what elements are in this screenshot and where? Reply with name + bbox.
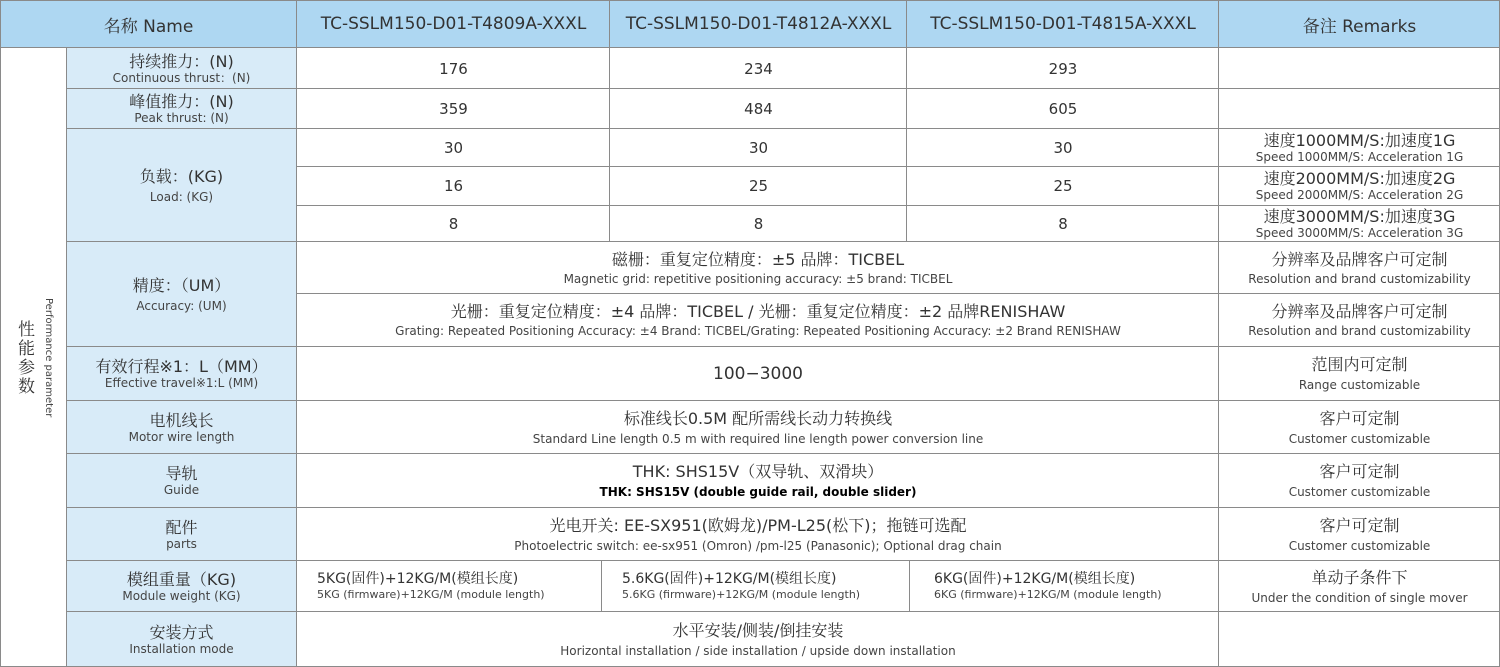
grid-line bbox=[609, 0, 610, 242]
load-row2-value-3: 25 bbox=[1053, 176, 1073, 195]
grid-line bbox=[296, 0, 297, 667]
load-row1-value-1: 30 bbox=[443, 138, 464, 157]
grid-line bbox=[66, 48, 67, 667]
label-effective-travel: 有效行程※1：L（MM） Effective travel※1:L (MM) bbox=[66, 347, 297, 401]
grid-line bbox=[297, 293, 1500, 294]
grid-line bbox=[297, 205, 1500, 206]
header-remarks: 备注 Remarks bbox=[1219, 0, 1500, 48]
label-motor-wire: 电机线长 Motor wire length bbox=[66, 401, 297, 454]
grid-line bbox=[66, 611, 1500, 612]
label-peak-thrust: 峰值推力：(N) Peak thrust: (N) bbox=[66, 89, 297, 129]
load-row3-value-3: 8 bbox=[1058, 214, 1068, 233]
grid-line bbox=[66, 346, 1500, 347]
grid-line bbox=[1218, 0, 1219, 667]
parts-remark: 客户可定制 Customer customizable bbox=[1288, 515, 1431, 553]
grid-line bbox=[66, 507, 1500, 508]
header-name: 名称 Name bbox=[0, 0, 297, 48]
header-model-3: TC-SSLM150-D01-T4815A-XXXL bbox=[907, 0, 1219, 48]
label-module-weight: 模组重量（KG) Module weight (KG) bbox=[66, 561, 297, 612]
grid-line bbox=[0, 0, 1500, 1]
grid-line bbox=[909, 561, 910, 612]
load-row2-remark: 速度2000MM/S:加速度2G Speed 2000MM/S: Acceleration 2G bbox=[1255, 168, 1464, 202]
label-parts: 配件 parts bbox=[66, 508, 297, 561]
continuous-thrust-value-3: 293 bbox=[1048, 59, 1078, 78]
continuous-thrust-value-2: 234 bbox=[744, 59, 773, 78]
grid-line bbox=[0, 0, 1, 667]
load-row2-value-2: 25 bbox=[748, 176, 769, 195]
group-performance bbox=[0, 48, 66, 667]
label-continuous-thrust: 持续推力：(N) Continuous thrust：(N) bbox=[66, 48, 297, 89]
installation-remark bbox=[1219, 612, 1500, 667]
peak-thrust-value-2: 484 bbox=[744, 100, 773, 118]
label-accuracy: 精度：（UM） Accuracy: (UM) bbox=[66, 242, 297, 347]
load-row3-value-2: 8 bbox=[753, 214, 764, 233]
grid-line bbox=[0, 47, 1500, 48]
module-weight-value-1: 5KG(固件)+12KG/M(模组长度) 5KG (firmware)+12KG/M (module length) bbox=[317, 571, 545, 601]
parts-value: 光电开关: EE-SX951(欧姆龙)/PM-L25(松下)；拖链可选配 Photoelectric switch: ee-sx951 (Omron) /pm-l25 (Panasonic); Optional drag chain bbox=[514, 515, 1002, 553]
installation-value: 水平安装/侧装/倒挂安装 Horizontal installation / side installation / upside down installation bbox=[560, 620, 956, 658]
header-model-1: TC-SSLM150-D01-T4809A-XXXL bbox=[297, 0, 610, 48]
grid-line bbox=[66, 128, 1500, 129]
grid-line bbox=[66, 400, 1500, 401]
load-row3-remark: 速度3000MM/S:加速度3G Speed 3000MM/S: Acceleration 3G bbox=[1255, 206, 1464, 240]
group-label-en: Performance parameter bbox=[43, 297, 54, 418]
motor-wire-remark: 客户可定制 Customer customizable bbox=[1288, 408, 1431, 446]
accuracy-magnetic-grid-remark: 分辨率及品牌客户可定制 Resolution and brand customizability bbox=[1248, 249, 1471, 286]
guide-value: THK: SHS15V（双导轨、双滑块） THK: SHS15V (double guide rail, double slider) bbox=[599, 462, 917, 499]
effective-travel-remark: 范围内可定制 Range customizable bbox=[1298, 355, 1421, 392]
accuracy-grating: 光栅：重复定位精度：±4 品牌：TICBEL / 光栅：重复定位精度：±2 品牌RENISHAW Grating: Repeated Positioning Accuracy: ±4 Brand: TICBEL/Grating: Repeated Positioning Accuracy: ±2 Brand RENISHAW bbox=[395, 302, 1121, 338]
module-weight-value-2: 5.6KG(固件)+12KG/M(模组长度) 5.6KG (firmware)+12KG/M (module length) bbox=[622, 571, 861, 601]
grid-line bbox=[66, 453, 1500, 454]
grid-line bbox=[297, 166, 1500, 167]
label-load: 负载：(KG) Load: (KG) bbox=[66, 129, 297, 242]
load-row1-remark: 速度1000MM/S:加速度1G Speed 1000MM/S: Acceleration 1G bbox=[1255, 130, 1464, 164]
load-row2-value-1: 16 bbox=[443, 176, 464, 195]
grid-line bbox=[601, 561, 602, 612]
peak-thrust-value-3: 605 bbox=[1048, 100, 1078, 118]
accuracy-magnetic-grid: 磁栅：重复定位精度：±5 品牌：TICBEL Magnetic grid: repetitive positioning accuracy: ±5 brand: TICBEL bbox=[563, 249, 953, 286]
grid-line bbox=[66, 241, 1500, 242]
module-weight-value-3: 6KG(固件)+12KG/M(模组长度) 6KG (firmware)+12KG/M (module length) bbox=[934, 571, 1162, 601]
continuous-thrust-value-1: 176 bbox=[439, 59, 468, 78]
effective-travel-value: 100−3000 bbox=[713, 364, 803, 384]
label-guide: 导轨 Guide bbox=[66, 454, 297, 508]
guide-remark: 客户可定制 Customer customizable bbox=[1288, 462, 1431, 499]
module-weight-remark: 单动子条件下 Under the condition of single mover bbox=[1251, 567, 1468, 605]
load-row1-value-2: 30 bbox=[748, 138, 769, 157]
grid-line bbox=[66, 88, 1500, 89]
peak-thrust-value-1: 359 bbox=[439, 100, 468, 118]
group-label-cn: 性能参数 bbox=[14, 319, 34, 396]
grid-line bbox=[906, 0, 907, 242]
load-row3-value-1: 8 bbox=[448, 214, 459, 233]
header-model-2: TC-SSLM150-D01-T4812A-XXXL bbox=[610, 0, 907, 48]
grid-line bbox=[66, 560, 1500, 561]
accuracy-grating-remark: 分辨率及品牌客户可定制 Resolution and brand customizability bbox=[1248, 302, 1471, 338]
motor-wire-value: 标准线长0.5M 配所需线长动力转换线 Standard Line length 0.5 m with required line length power conversion line bbox=[532, 408, 984, 446]
load-row1-value-3: 30 bbox=[1053, 138, 1073, 157]
label-installation: 安装方式 Installation mode bbox=[66, 612, 297, 667]
